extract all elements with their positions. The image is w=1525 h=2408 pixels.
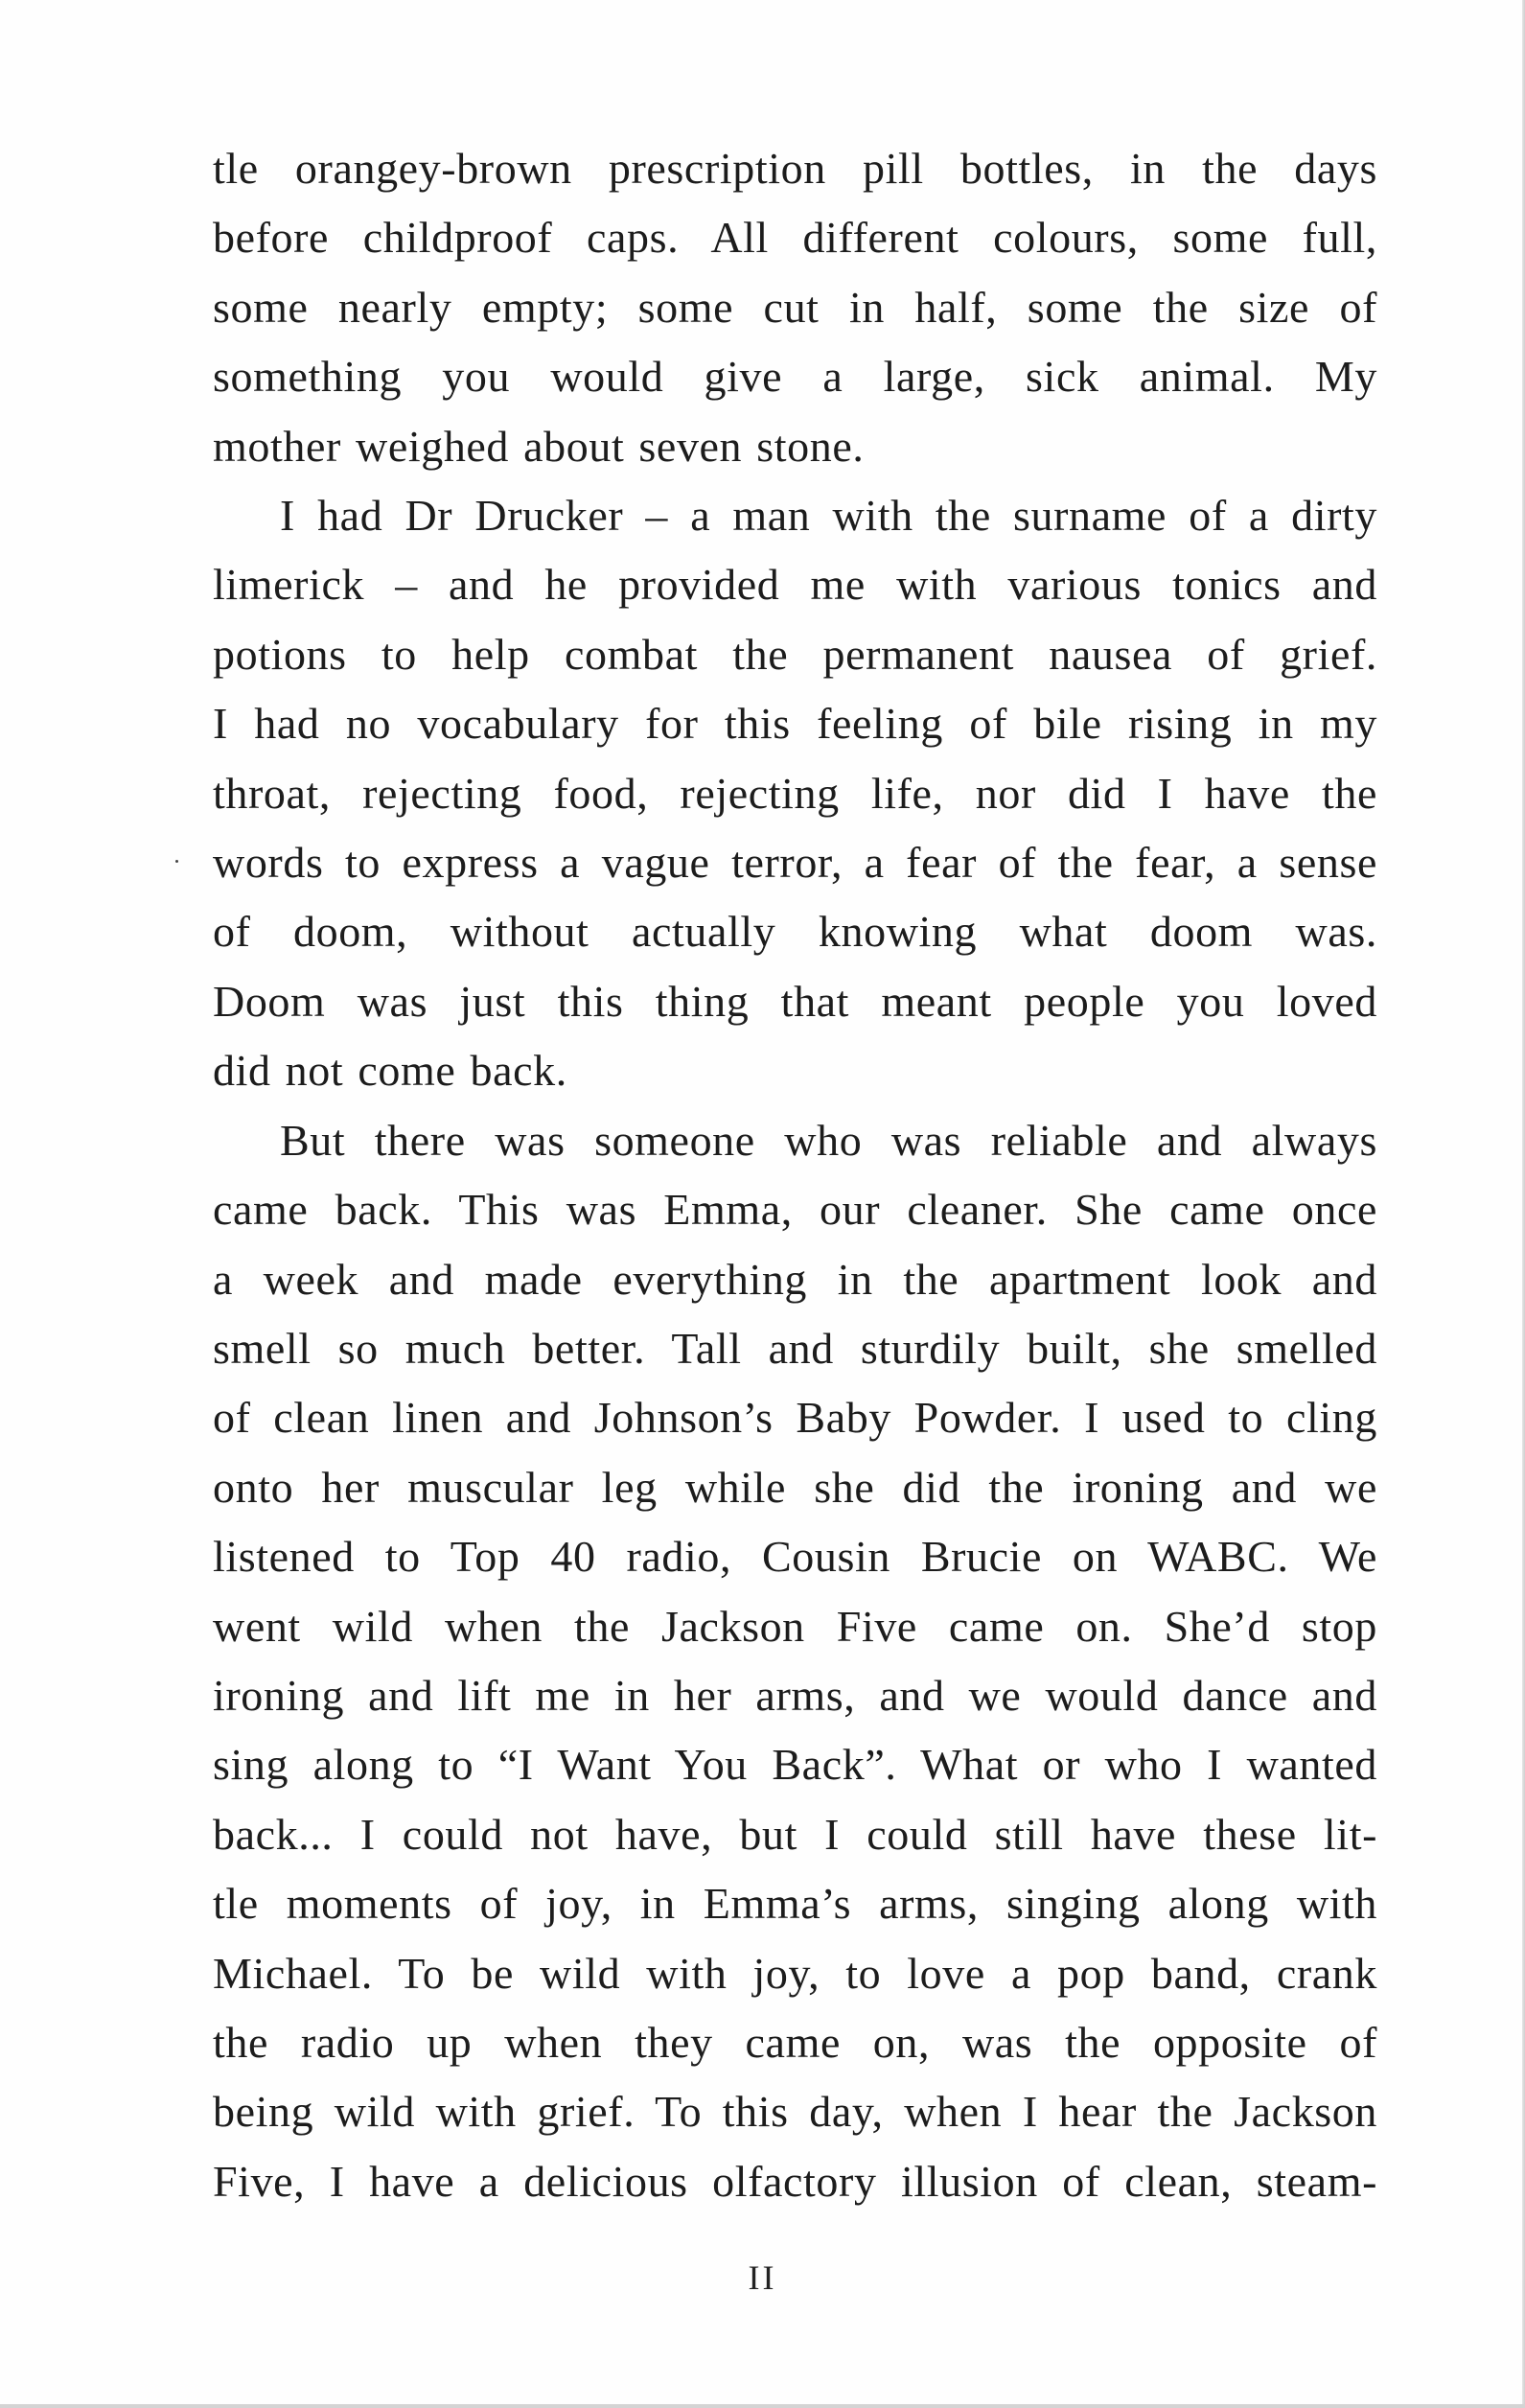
text-line: sing along to “I Want You Back”. What or who I wanted xyxy=(213,1740,1377,1790)
text-line: smell so much better. Tall and sturdily built, she smelled xyxy=(213,1323,1377,1373)
text-line: onto her muscular leg while she did the ironing and we xyxy=(213,1462,1377,1512)
text-line: being wild with grief. To this day, when I hear the Jackson xyxy=(213,2087,1377,2137)
text-line: something you would give a large, sick animal. My xyxy=(213,352,1377,402)
paragraph-start-line: But there was someone who was reliable and always xyxy=(280,1115,1377,1165)
text-line: the radio up when they came on, was the opposite of xyxy=(213,2017,1377,2067)
text-line: I had no vocabulary for this feeling of bile rising in my xyxy=(213,699,1377,749)
text-line: limerick – and he provided me with various tonics and xyxy=(213,560,1377,610)
text-line: Five, I have a delicious olfactory illusion of clean, steam- xyxy=(213,2156,1377,2206)
text-line: potions to help combat the permanent nausea of grief. xyxy=(213,629,1377,679)
text-line: of clean linen and Johnson’s Baby Powder. I used to cling xyxy=(213,1393,1377,1443)
text-line: came back. This was Emma, our cleaner. She came once xyxy=(213,1185,1377,1235)
text-line: words to express a vague terror, a fear of the fear, a sense xyxy=(213,838,1377,888)
text-line: of doom, without actually knowing what doom was. xyxy=(213,907,1377,957)
text-line: Doom was just this thing that meant people you loved xyxy=(213,976,1377,1026)
text-line: a week and made everything in the apartment look and xyxy=(213,1254,1377,1304)
text-line: listened to Top 40 radio, Cousin Brucie on WABC. We xyxy=(213,1532,1377,1582)
text-line: tle moments of joy, in Emma’s arms, singing along with xyxy=(213,1879,1377,1929)
page-edge-bottom xyxy=(0,2404,1525,2408)
text-line: ironing and lift me in her arms, and we would dance and xyxy=(213,1670,1377,1720)
body-text xyxy=(213,134,1377,2216)
text-line: some nearly empty; some cut in half, some the size of xyxy=(213,282,1377,332)
margin-speck xyxy=(175,860,178,863)
text-line: throat, rejecting food, rejecting life, nor did I have the xyxy=(213,768,1377,818)
page-number: II xyxy=(748,2258,777,2297)
text-line: did not come back. xyxy=(213,1046,567,1096)
text-line: went wild when the Jackson Five came on. She’d stop xyxy=(213,1601,1377,1651)
text-line: Michael. To be wild with joy, to love a pop band, crank xyxy=(213,1948,1377,1998)
text-line: tle orangey-brown prescription pill bottles, in the days xyxy=(213,144,1377,193)
text-line: mother weighed about seven stone. xyxy=(213,421,865,471)
text-line: back... I could not have, but I could still have these lit- xyxy=(213,1809,1377,1859)
paragraph-start-line: I had Dr Drucker – a man with the surname of a dirty xyxy=(280,491,1377,541)
text-line: before childproof caps. All different colours, some full, xyxy=(213,213,1377,263)
